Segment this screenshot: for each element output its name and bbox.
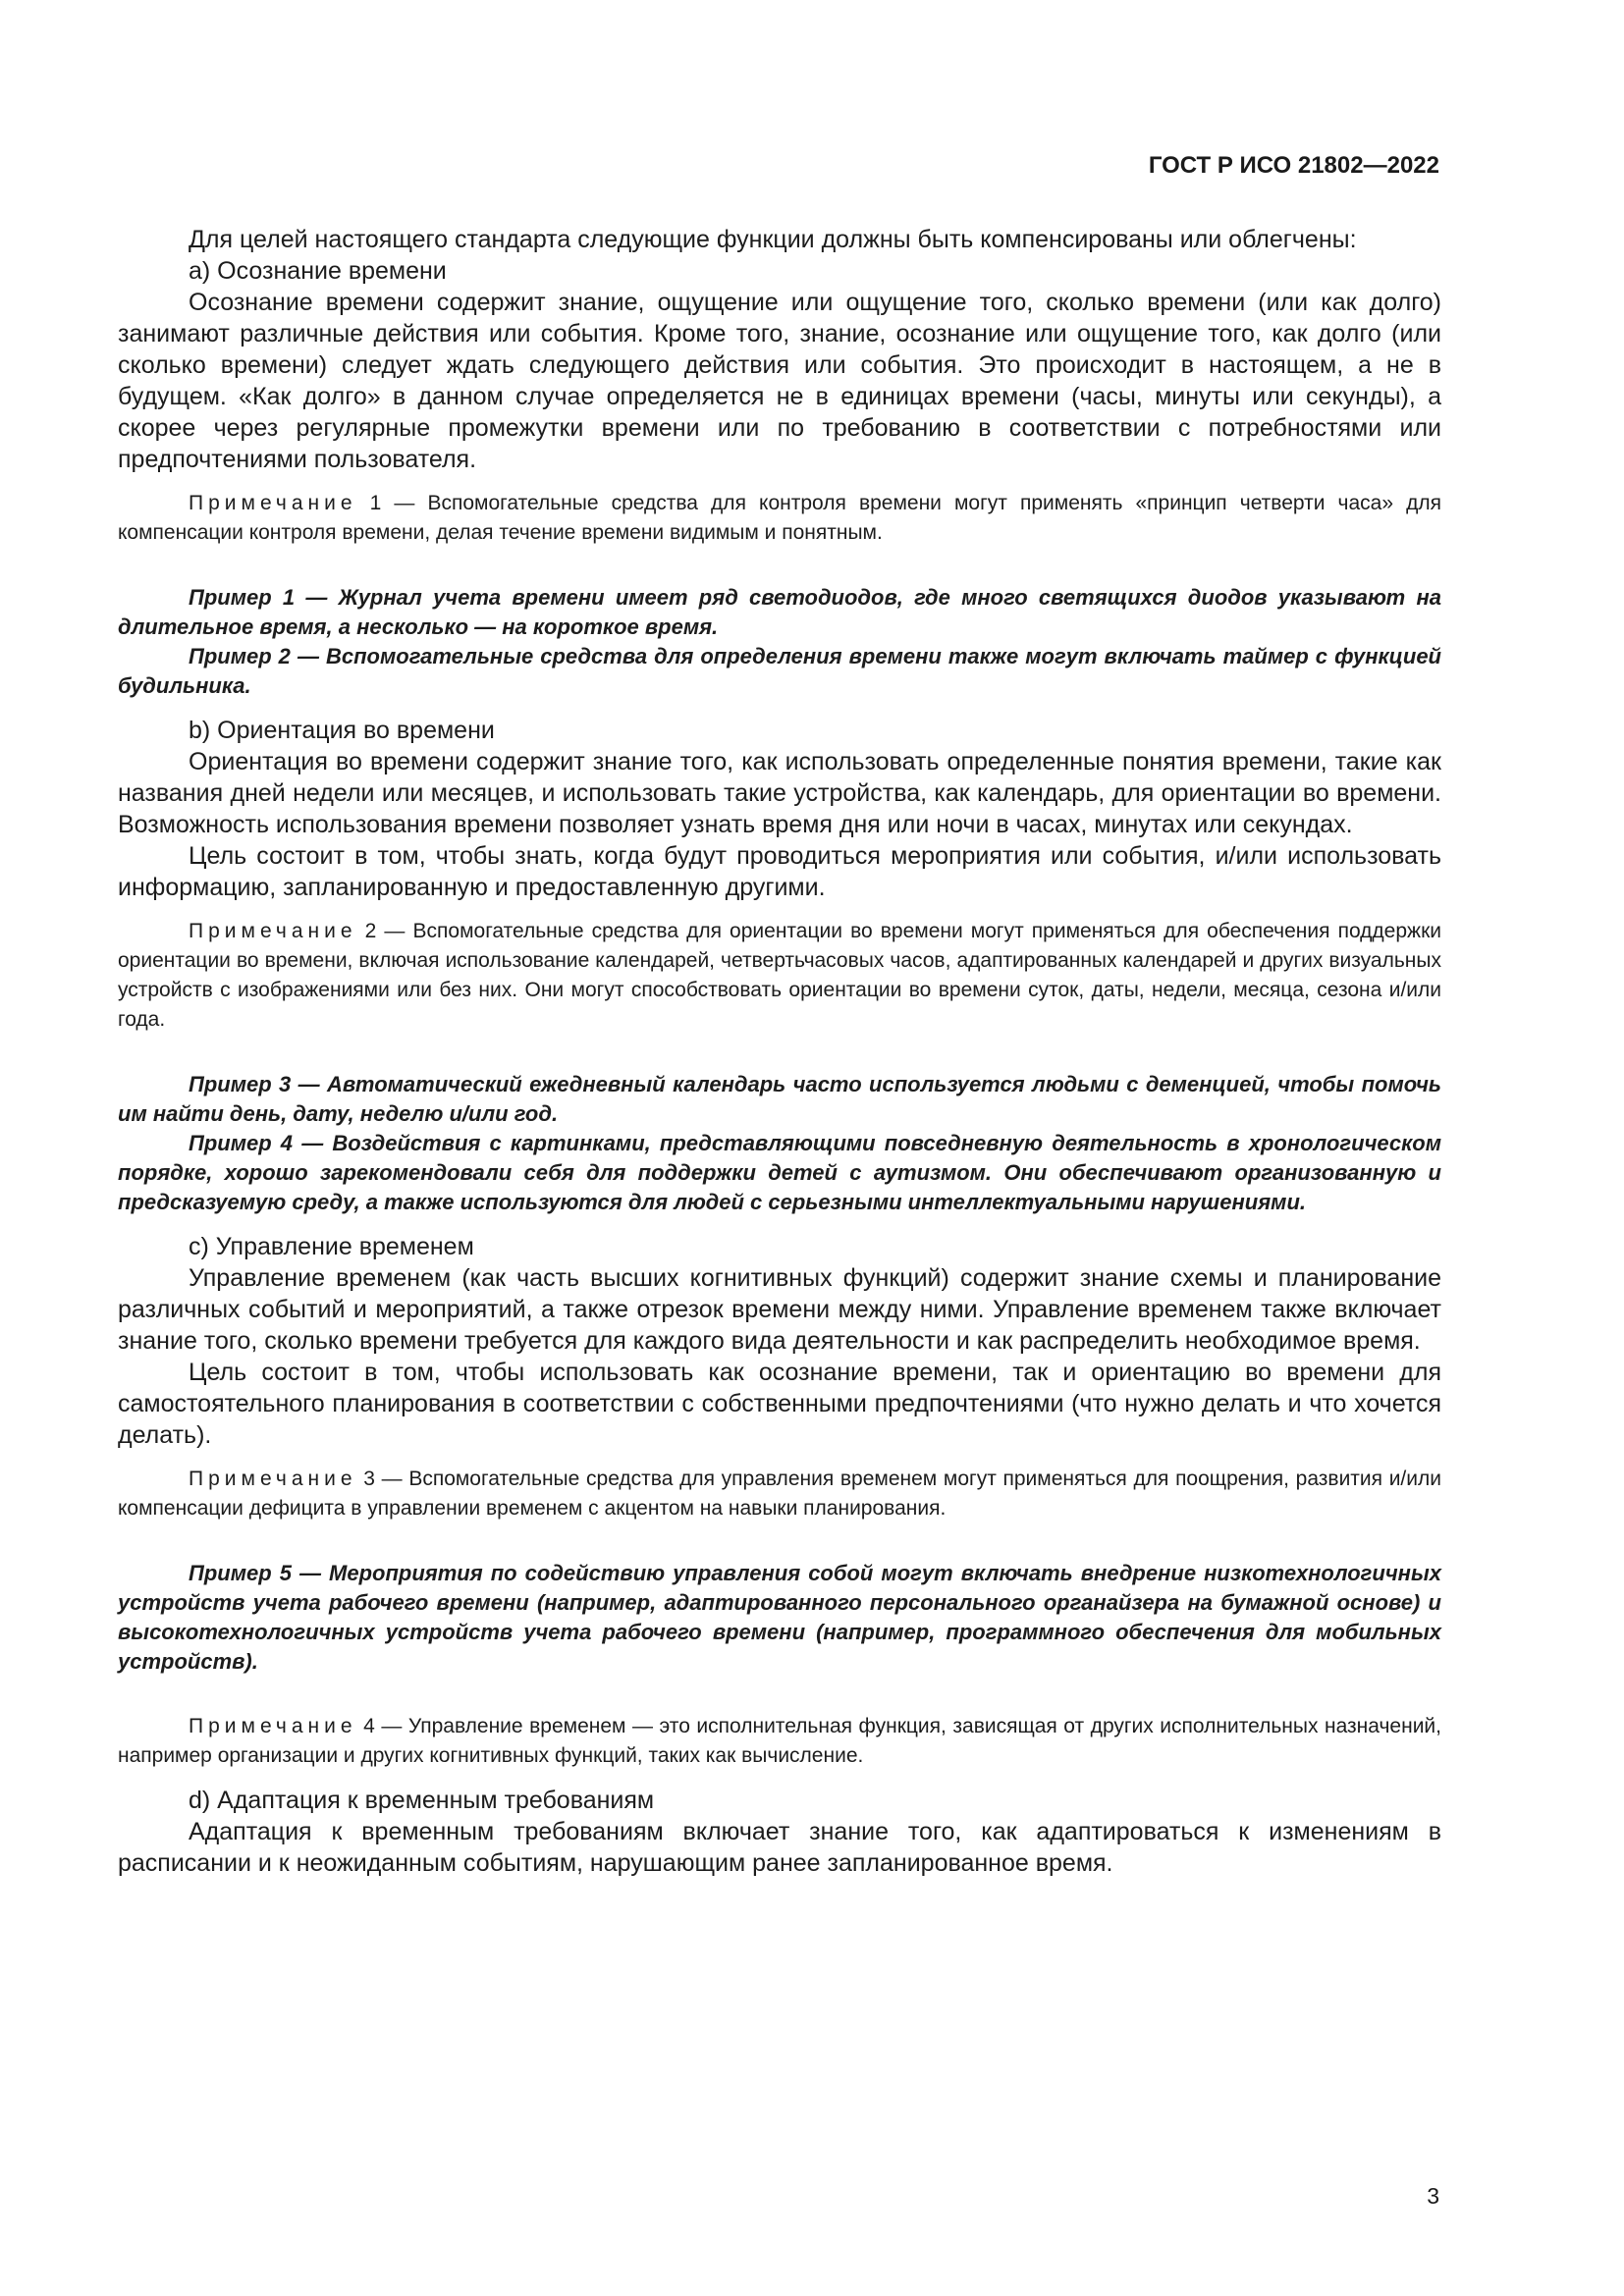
- section-a-paragraph: Осознание времени содержит знание, ощущение или ощущение того, сколько времени (или как долго) занимают различные действия или события. Кроме того, знание, осознание или ощущение того, как долго (или сколько времени) следует ждать следующего действия или события. Это происходит в настоящем, а не в будущем. «Как долго» в данном случае определяется не в единицах времени (часы, минуты или секунды), а скорее через регулярные промежутки времени или по требованию в соответствии с потребностями или предпочтениями пользователя.: [118, 289, 1441, 473]
- example-3: Пример 3 — Автоматический ежедневный календарь часто используется людьми с деменцией, чтобы помочь им найти день, дату, неделю и/или год.: [118, 1072, 1441, 1126]
- example-5: Пример 5 — Мероприятия по содействию управления собой могут включать внедрение низкотехнологичных устройств учета рабочего времени (например, адаптированного персонального органайзера на бумажной основе) и высокотехнологичных устройств учета рабочего времени (например, программного обеспечения для мобильных устройств).: [118, 1561, 1441, 1674]
- note-2: [118, 917, 1441, 1035]
- example-1: Пример 1 — Журнал учета времени имеет ряд светодиодов, где много светящихся диодов указывают на длительное время, а несколько — на короткое время.: [118, 585, 1441, 639]
- section-b-paragraph-2: Цель состоит в том, чтобы знать, когда будут проводиться мероприятия или события, и/или использовать информацию, запланированную и предоставленную другими.: [118, 842, 1441, 901]
- section-d-heading: d) Адаптация к временным требованиям: [189, 1787, 655, 1814]
- intro-paragraph: Для целей настоящего стандарта следующие функции должны быть компенсированы или облегчены:: [189, 226, 1357, 253]
- section-c-paragraph-1: Управление временем (как часть высших когнитивных функций) содержит знание схемы и планирование различных событий и мероприятий, а также отрезок времени между ними. Управление временем также включает знание того, сколько времени требуется для каждого вида деятельности и как распределить необходимое время.: [118, 1264, 1441, 1355]
- note-4: [118, 1712, 1441, 1771]
- section-b-heading: b) Ориентация во времени: [189, 717, 495, 744]
- note-4-text: 4 — Управление временем — это исполнительная функция, зависящая от других исполнительных назначений, например организации и других когнитивных функций, таких как вычисление.: [118, 1715, 1441, 1767]
- document-body: [118, 224, 1441, 1879]
- example-4: Пример 4 — Воздействия с картинками, представляющими повседневную деятельность в хронологическом порядке, хорошо зарекомендовали себя для поддержки детей с аутизмом. Они обеспечивают организованную и предсказуемую среду, а также используются для людей с серьезными интеллектуальными нарушениями.: [118, 1131, 1441, 1214]
- note-2-text: 2 — Вспомогательные средства для ориентации во времени могут применяться для обеспечения поддержки ориентации во времени, включая использование календарей, четвертьчасовых часов, адаптированных календарей и других визуальных устройств с изображениями или без них. Они могут способствовать ориентации во времени суток, даты, недели, месяца, сезона и/или года.: [118, 920, 1441, 1031]
- section-c-heading: c) Управление временем: [189, 1233, 474, 1260]
- note-1-text: 1 — Вспомогательные средства для контроля времени могут применять «принцип четверти часа» для компенсации контроля времени, делая течение времени видимым и понятным.: [118, 492, 1441, 544]
- section-b-paragraph-1: Ориентация во времени содержит знание того, как использовать определенные понятия времени, такие как названия дней недели или месяцев, и использовать такие устройства, как календарь, для ориентации во времени. Возможность использования времени позволяет узнать время дня или ночи в часах, минутах или секундах.: [118, 748, 1441, 838]
- note-4-label: Примечание: [189, 1715, 357, 1737]
- section-c-paragraph-2: Цель состоит в том, чтобы использовать как осознание времени, так и ориентацию во времени для самостоятельного планирования в соответствии с собственными предпочтениями (что нужно делать и что хочется делать).: [118, 1359, 1441, 1449]
- note-1: [118, 489, 1441, 548]
- section-a-heading: a) Осознание времени: [189, 257, 447, 285]
- note-2-label: Примечание: [189, 920, 357, 942]
- note-1-label: Примечание: [189, 492, 357, 514]
- section-d-paragraph: Адаптация к временным требованиям включает знание того, как адаптироваться к изменениям в расписании и к неожиданным событиям, нарушающим ранее запланированное время.: [118, 1818, 1441, 1877]
- page-number: 3: [1427, 2183, 1439, 2209]
- document-code: ГОСТ Р ИСО 21802—2022: [1148, 152, 1439, 179]
- note-3-label: Примечание: [189, 1468, 357, 1490]
- example-2: Пример 2 — Вспомогательные средства для определения времени также могут включать таймер с функцией будильника.: [118, 644, 1441, 698]
- note-3-text: 3 — Вспомогательные средства для управления временем могут применяться для поощрения, развития и/или компенсации дефицита в управлении временем с акцентом на навыки планирования.: [118, 1468, 1441, 1520]
- note-3: [118, 1465, 1441, 1523]
